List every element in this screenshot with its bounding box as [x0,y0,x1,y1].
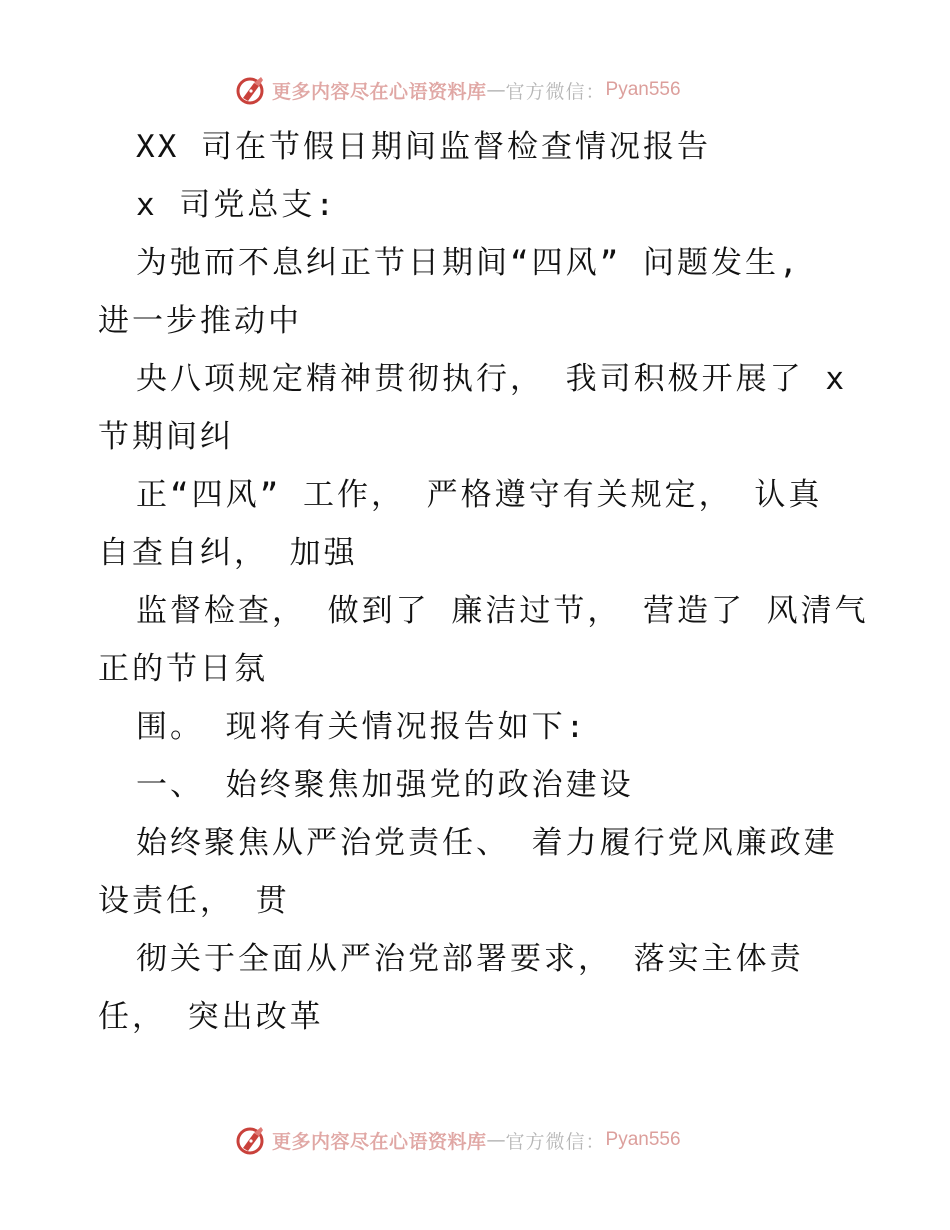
watermark-separator: — [486,79,506,101]
paragraph-line: 围。 现将有关情况报告如下: [136,709,588,745]
watermark-site-text: 更多内容尽在心语资料库 [272,1130,487,1153]
paragraph-line: 监督检查， 做到了 廉洁过节， 营造了 风清气 [136,593,869,629]
paragraph-line: 正“四风” 工作， 严格遵守有关规定， 认真 [136,477,823,513]
pen-nib-circle-icon [234,74,266,106]
section-heading: 一、 始终聚焦加强党的政治建设 [136,767,634,803]
paragraph-line: 节期间纠 [98,419,234,455]
paragraph-line: 为弛而不息纠正节日期间“四风” 问题发生, [136,245,801,281]
paragraph-line: 始终聚焦从严治党责任、 着力履行党风廉政建 [136,825,838,861]
document-body [98,118,878,1046]
paragraph-line: 央八项规定精神贯彻执行， 我司积极开展了 x [136,361,847,397]
watermark-contact-label: 官方微信： [505,80,606,103]
pen-nib-circle-icon [234,1124,266,1156]
paragraph-line: 进一步推动中 [98,303,302,339]
watermark-contact-label: 官方微信： [505,1130,606,1153]
paragraph-line: 自查自纠， 加强 [98,535,358,571]
watermark-contact-id: Pyan556 [605,79,681,100]
header-watermark [234,72,681,108]
document-title: XX 司在节假日期间监督检查情况报告 [136,129,711,165]
paragraph-line: 任， 突出改革 [98,999,324,1035]
watermark-site-text: 更多内容尽在心语资料库 [272,80,487,103]
watermark-separator: — [486,1129,506,1151]
footer-watermark [234,1122,681,1158]
paragraph-line: 彻关于全面从严治党部署要求， 落实主体责 [136,941,804,977]
watermark-contact-id: Pyan556 [605,1129,681,1150]
paragraph-line: 正的节日氛 [98,651,268,687]
document-addressee: x 司党总支: [136,187,337,223]
paragraph-line: 设责任， 贯 [98,883,290,919]
